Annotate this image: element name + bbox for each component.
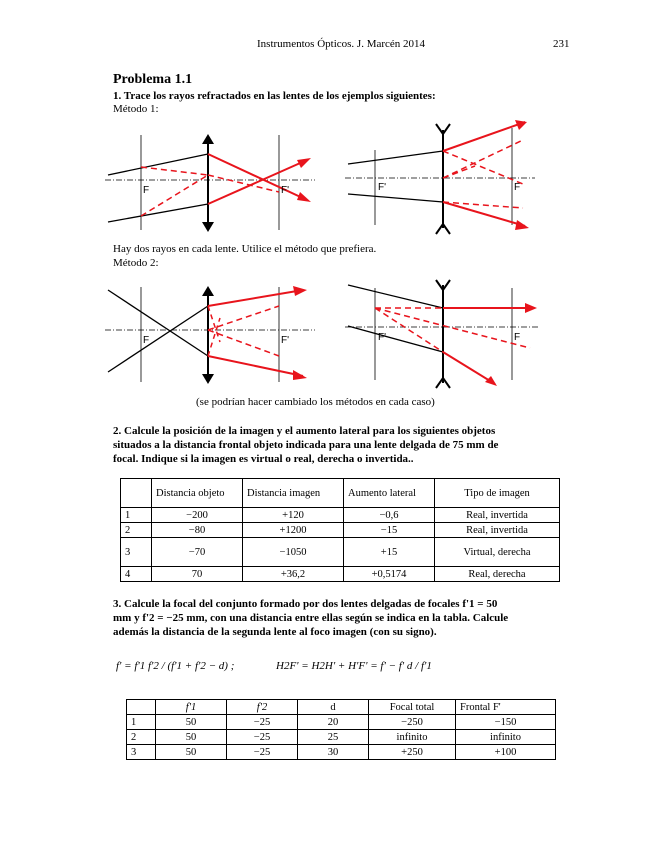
formula-total-focal: f' = f'1 f'2 / (f'1 + f'2 − d) ; bbox=[116, 660, 235, 672]
diagram-converging-method1 bbox=[105, 130, 315, 235]
table-row: 2 −80 +1200 −15 Real, invertida bbox=[121, 523, 560, 538]
table-header-row bbox=[121, 479, 560, 508]
table-row: 3 50 −25 30 +250 +100 bbox=[127, 745, 556, 760]
focal-label-f-prime: F' bbox=[378, 332, 387, 343]
image-position-table bbox=[120, 478, 560, 582]
question-3-line-1: 3. Calcule la focal del conjunto formado por dos lentes delgadas de focales f'1 = 50 bbox=[113, 598, 498, 610]
header-object-distance: Distancia objeto bbox=[152, 479, 243, 508]
focal-label-f-prime: F' bbox=[281, 185, 290, 196]
header-f2: f'2 bbox=[227, 700, 298, 715]
focal-label-f-prime: F' bbox=[378, 182, 387, 193]
page-number: 231 bbox=[553, 38, 570, 50]
diagram-diverging-method2 bbox=[345, 280, 540, 390]
header-frontal-f: Frontal F' bbox=[456, 700, 556, 715]
question-1-text: 1. Trace los rayos refractados en las lentes de los ejemplos siguientes: bbox=[113, 90, 436, 102]
table-header-row bbox=[127, 700, 556, 715]
table-row: 2 50 −25 25 infinito infinito bbox=[127, 730, 556, 745]
header-f1: f'1 bbox=[156, 700, 227, 715]
focal-label-f: F bbox=[514, 332, 521, 343]
table-row: 1 −200 +120 −0,6 Real, invertida bbox=[121, 508, 560, 523]
header-d: d bbox=[298, 700, 369, 715]
method-1-label: Método 1: bbox=[113, 103, 159, 115]
table-row: 1 50 −25 20 −250 −150 bbox=[127, 715, 556, 730]
header-image-distance: Distancia imagen bbox=[243, 479, 344, 508]
lens-system-table bbox=[126, 699, 556, 760]
focal-label-f: F bbox=[143, 335, 150, 346]
diagram-diverging-method1 bbox=[345, 120, 535, 235]
note-methods-swap: (se podrían hacer cambiado los métodos en cada caso) bbox=[196, 396, 435, 408]
formula-frontal-focus: H2F' = H2H' + H'F' = f' − f' d / f'1 bbox=[276, 660, 432, 672]
question-3-line-2: mm y f'2 = −25 mm, con una distancia entre ellas según se indica en la tabla. Calcule bbox=[113, 612, 509, 624]
note-rays: Hay dos rayos en cada lente. Utilice el método que prefiera. bbox=[113, 243, 377, 255]
question-3-line-3: además la distancia de la segunda lente al foco imagen (con su signo). bbox=[113, 626, 437, 638]
header-image-type: Tipo de imagen bbox=[435, 479, 560, 508]
question-2-line-1: 2. Calcule la posición de la imagen y el aumento lateral para los siguientes objetos bbox=[113, 425, 496, 437]
question-2-line-3: focal. Indique si la imagen es virtual o real, derecha o invertida.. bbox=[113, 453, 414, 465]
problem-title: Problema 1.1 bbox=[113, 72, 193, 87]
diagram-converging-method2 bbox=[105, 282, 315, 387]
running-title: Instrumentos Ópticos. J. Marcén 2014 bbox=[257, 38, 426, 50]
method-2-label: Método 2: bbox=[113, 257, 159, 269]
table-row: 4 70 +36,2 +0,5174 Real, derecha bbox=[121, 567, 560, 582]
focal-label-f: F bbox=[514, 182, 521, 193]
table-row: 3 −70 −1050 +15 Virtual, derecha bbox=[121, 538, 560, 567]
header-lateral-magnification: Aumento lateral bbox=[344, 479, 435, 508]
focal-label-f-prime: F' bbox=[281, 335, 290, 346]
question-2-line-2: situados a la distancia frontal objeto indicada para una lente delgada de 75 mm de bbox=[113, 439, 499, 451]
header-total-focal: Focal total bbox=[369, 700, 456, 715]
focal-label-f: F bbox=[143, 185, 150, 196]
